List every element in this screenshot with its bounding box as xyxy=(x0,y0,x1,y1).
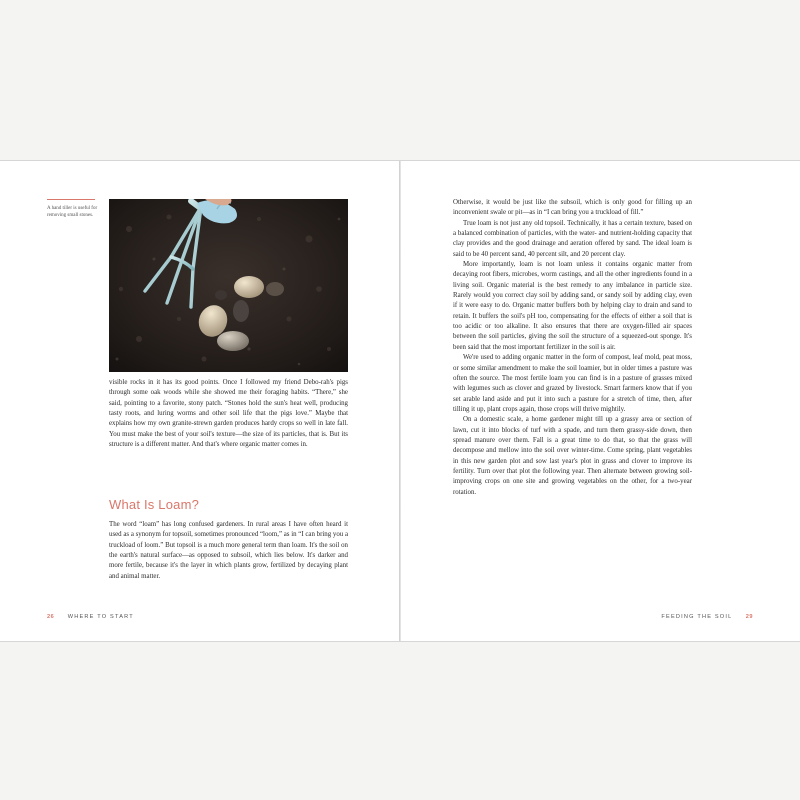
right-folio xyxy=(661,614,753,620)
left-folio xyxy=(47,614,134,620)
garden-fork-in-soil-icon xyxy=(109,199,348,372)
right-page xyxy=(401,161,800,641)
page-number: 26 xyxy=(47,614,55,620)
right-paragraph: True loam is not just any old topsoil. Technically, it has a certain texture, based on a balanced combination of particles, with the water- and nutrient-holding capacity that clay provides and the good drainage and aeration offered by sand. The ideal loam is said to be 40 percent sand, 40 percent silt, and 20 percent clay. xyxy=(453,219,692,258)
left-paragraph: visible rocks in it has its good points. Once I followed my friend Debo-rah's pigs through some oak woods while she showed me their foraging habits. “There,” she said, pointing to a favorite, stony patch. “Stones hold the sun's heat well, producing tasty roots, and luring worms and other soil life that the pigs love.” Maybe that explains how my own granite-strewn garden produces hardy crops so well in late fall. You must make the best of your soil's texture—the size of its particles, that is. But its structure is a different matter. And that's where organic matter comes in. xyxy=(109,379,348,449)
book-spread xyxy=(0,160,800,642)
left-body-text-2 xyxy=(109,520,348,582)
running-head: FEEDING THE SOIL xyxy=(661,614,733,620)
left-body-text xyxy=(109,378,348,450)
running-head: WHERE TO START xyxy=(67,614,134,620)
garden-fork-photo xyxy=(109,199,348,372)
left-page xyxy=(0,161,399,641)
left-paragraph: The word “loam” has long confused gardeners. In rural areas I have often heard it used as a synonym for topsoil, sometimes pronounced “loom,” as in “I can bring you a truckload of loom.” But topsoil is a much more general term than loam. It's the soil on the earth's natural surface—as opposed to subsoil, which lies below. It's darker and more fertile, because it's the layer in which plants grow, fertilized by decaying plant and animal matter. xyxy=(109,521,349,580)
right-body-text xyxy=(453,198,692,498)
page-number: 29 xyxy=(745,614,753,620)
right-paragraph: We're used to adding organic matter in the form of compost, leaf mold, peat moss, or some similar amendment to make the soil loamier, but in older times a pasture was often the source. The most fertile loam you can find is in a pasture of grasses mixed with legumes such as clover and grazed by livestock. Smart farmers know that if you set arable land aside and put it into such a pasture for a stretch of time, then, after tilling it up, plant crops again, those crops will thrive mightily. xyxy=(453,354,692,413)
photo-caption: A hand tiller is useful for removing small stones. xyxy=(47,206,98,218)
right-paragraph: On a domestic scale, a home gardener might till up a grassy area or section of lawn, cut it into blocks of turf with a spade, and turn them grassy-side down, then spread manure over them. Fall is a great time to do that, so that the grass will decompose and mellow into the soil over winter-time. Come spring, plant vegetables in this new garden plot and sow last year's plot in grass and clover to improve its fertility. Turn over that plot the following year. Then alternate between growing soil-improving crops on one site and growing vegetables on the other, for a two-year rotation. xyxy=(453,416,692,496)
caption-rule xyxy=(47,199,95,200)
right-paragraph: More importantly, loam is not loam unless it contains organic matter from decaying root fibers, microbes, worm castings, and all the other ingredients found in a living soil. Organic material is the best remedy to any imbalance in particle size. Rarely would you correct clay soil by adding sand, or sandy soil by adding clay, even if it were easy to do. Organic matter buffers both by helping clay to drain and sand to retain. It buffers the soil's pH too, compensating for the effects of either a soil that is too acidic or too alkaline. It also ensures that there are oxygen-filled air spaces between the soil particles, giving the soil the structure of a squeezed-out sponge. It's been said that the most important fertilizer in the soil is air. xyxy=(453,261,692,351)
section-heading: What Is Loam? xyxy=(109,497,200,512)
right-paragraph: Otherwise, it would be just like the subsoil, which is only good for filling up an inconvenient swale or pit—as in “I can bring you a truckload of fill.” xyxy=(453,199,692,217)
